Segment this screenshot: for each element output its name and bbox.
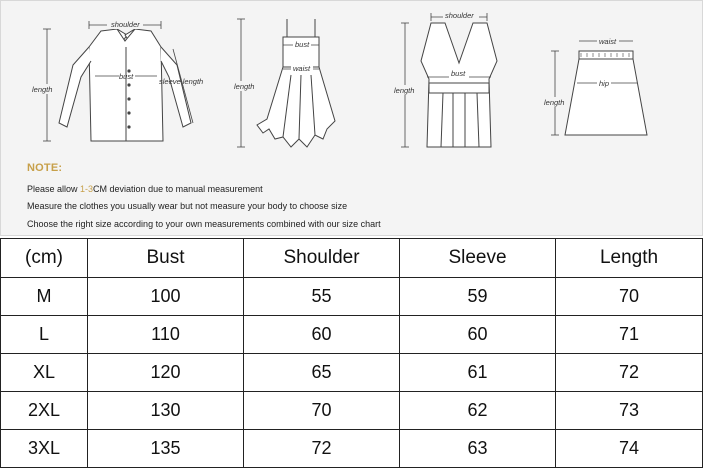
note-line1-before: Please allow <box>27 184 81 194</box>
skirt-waist-label: waist <box>599 37 617 46</box>
table-row <box>1 316 703 354</box>
header-unit: (cm) <box>1 239 88 278</box>
vest-shoulder-label: shoulder <box>445 11 474 20</box>
vest-length-label: length <box>394 86 415 95</box>
shoulder-cell: 60 <box>244 316 400 354</box>
sleeve-cell: 63 <box>400 430 556 468</box>
bust-cell: 135 <box>88 430 244 468</box>
length-cell: 74 <box>556 430 703 468</box>
blouse-shoulder-label: shoulder <box>111 20 140 29</box>
shoulder-cell: 70 <box>244 392 400 430</box>
vest-bust-label: bust <box>451 69 466 78</box>
note-line1-after: CM deviation due to manual measurement <box>93 184 263 194</box>
table-row <box>1 430 703 468</box>
table-header-row <box>1 239 703 278</box>
size-cell: L <box>1 316 88 354</box>
dress-waist-label: waist <box>293 64 311 73</box>
note-line1-highlight: 1-3 <box>80 184 94 194</box>
length-cell: 70 <box>556 278 703 316</box>
note-line-deviation <box>27 181 381 198</box>
skirt-length-label: length <box>544 98 565 107</box>
length-cell: 72 <box>556 354 703 392</box>
sleeve-cell: 62 <box>400 392 556 430</box>
bust-cell: 120 <box>88 354 244 392</box>
bust-cell: 100 <box>88 278 244 316</box>
skirt-hip-label: hip <box>599 79 610 88</box>
note-line-choose: Choose the right size according to your own measurements combined with our size chart <box>27 218 381 229</box>
blouse-bust-label: bust <box>119 72 134 81</box>
note-block <box>27 162 381 233</box>
note-line-measure: Measure the clothes you usually wear but not measure your body to choose size <box>27 201 348 212</box>
size-cell: 3XL <box>1 430 88 468</box>
shoulder-cell: 72 <box>244 430 400 468</box>
blouse-sleeve-label: sleeve length <box>159 77 204 86</box>
size-cell: XL <box>1 354 88 392</box>
dress-illustration <box>231 1 341 156</box>
size-cell: 2XL <box>1 392 88 430</box>
size-chart-table <box>0 238 703 468</box>
table-row <box>1 278 703 316</box>
dress-length-label: length <box>234 82 255 91</box>
vest-illustration <box>391 1 521 156</box>
dress-bust-label: bust <box>295 40 310 49</box>
sleeve-cell: 61 <box>400 354 556 392</box>
length-cell: 73 <box>556 392 703 430</box>
sleeve-cell: 60 <box>400 316 556 354</box>
note-title: NOTE: <box>27 162 63 174</box>
bust-cell: 110 <box>88 316 244 354</box>
bust-cell: 130 <box>88 392 244 430</box>
header-length: Length <box>556 239 703 278</box>
length-cell: 71 <box>556 316 703 354</box>
blouse-illustration <box>29 1 219 156</box>
sleeve-cell: 59 <box>400 278 556 316</box>
shoulder-cell: 55 <box>244 278 400 316</box>
table-row <box>1 392 703 430</box>
header-shoulder: Shoulder <box>244 239 400 278</box>
skirt-illustration <box>541 1 651 156</box>
size-cell: M <box>1 278 88 316</box>
table-row <box>1 354 703 392</box>
blouse-length-label: length <box>32 85 53 94</box>
header-bust: Bust <box>88 239 244 278</box>
shoulder-cell: 65 <box>244 354 400 392</box>
header-sleeve: Sleeve <box>400 239 556 278</box>
